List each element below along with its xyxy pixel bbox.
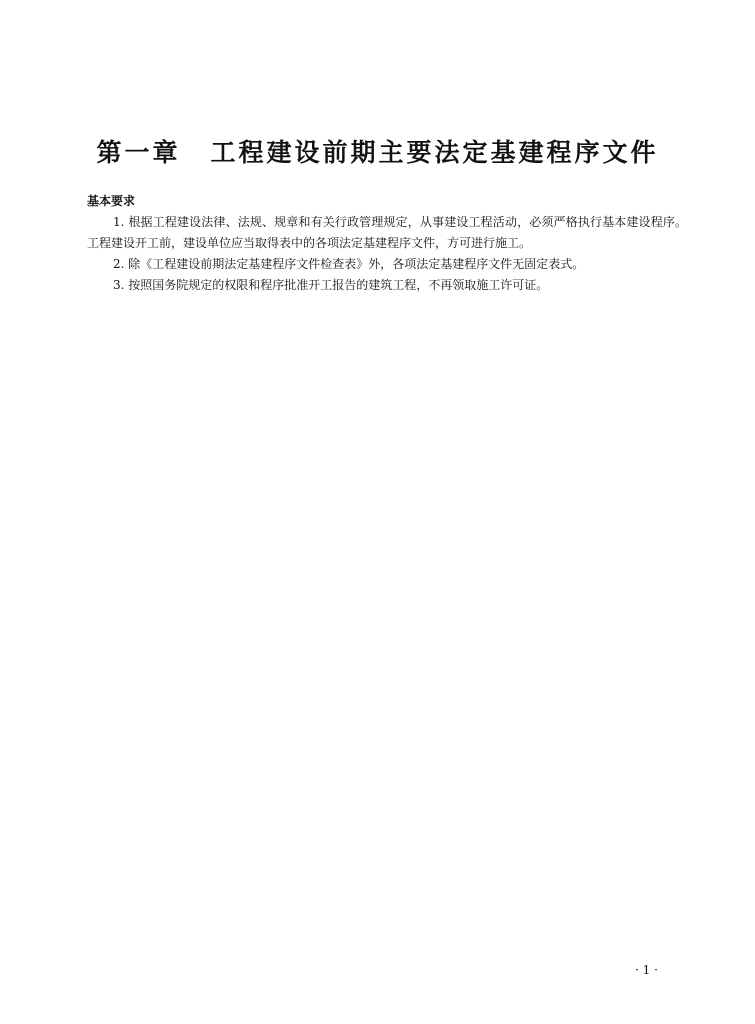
chapter-heading-text: 工程建设前期主要法定基建程序文件 — [210, 138, 659, 167]
requirement-paragraph-1: 1. 根据工程建设法律、法规、规章和有关行政管理规定，从事建设工程活动，必须严格执行基本建设程序。工程建设开工前，建设单位应当取得表中的各项法定基建程序文件，方可进行施工。 — [87, 215, 687, 250]
page-number: · 1 · — [635, 963, 658, 977]
requirement-paragraph-2: 2. 除《工程建设前期法定基建程序文件检查表》外，各项法定基建程序文件无固定表式。 — [113, 257, 585, 271]
section-heading: 基本要求 — [87, 194, 136, 208]
chapter-number: 第一章 — [96, 138, 181, 167]
chapter-title — [0, 136, 755, 170]
requirement-paragraph-3: 3. 按照国务院规定的权限和程序批准开工报告的建筑工程，不再领取施工许可证。 — [113, 278, 549, 292]
basic-requirements-section — [87, 192, 687, 296]
